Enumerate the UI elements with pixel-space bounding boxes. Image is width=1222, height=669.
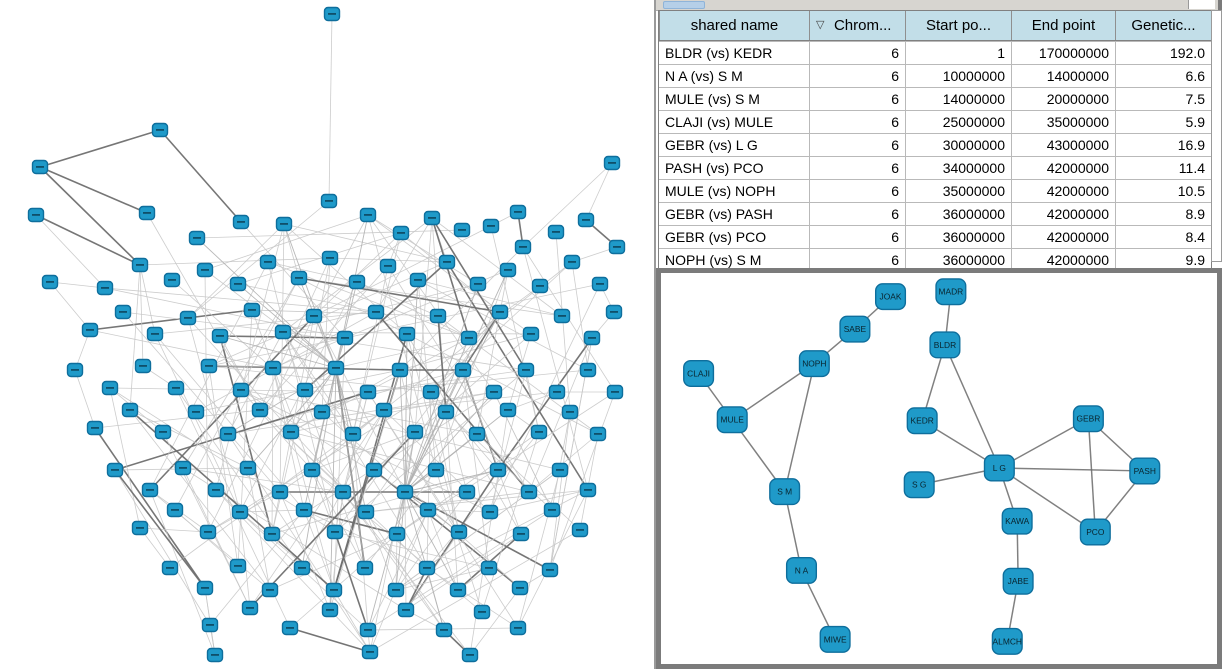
node-label: KEDR [910, 415, 934, 426]
node-label-smudge [443, 261, 451, 263]
node-label-smudge [613, 246, 621, 248]
network-edge [284, 224, 447, 262]
table-cell[interactable]: 34000000 [905, 157, 1011, 179]
table-row[interactable] [659, 41, 1211, 64]
node-label-smudge [465, 337, 473, 339]
node-label-smudge [535, 431, 543, 433]
table-cell[interactable]: 36000000 [905, 226, 1011, 248]
node-label-smudge [268, 533, 276, 535]
network-edge [299, 278, 562, 316]
table-cell[interactable]: GEBR (vs) PASH [665, 206, 773, 222]
node-label-smudge [326, 609, 334, 611]
network-edge [280, 224, 284, 492]
network-node-n-a[interactable] [787, 558, 817, 584]
node-label-smudge [212, 489, 220, 491]
node-label-smudge [434, 315, 442, 317]
node-label-smudge [490, 391, 498, 393]
node-label-smudge [101, 287, 109, 289]
table-cell[interactable]: 7.5 [1115, 88, 1211, 110]
table-cell[interactable]: 16.9 [1115, 134, 1211, 156]
table-cell[interactable]: 6 [809, 203, 905, 225]
node-label-smudge [361, 567, 369, 569]
node-label-smudge [126, 409, 134, 411]
node-label-smudge [172, 387, 180, 389]
table-cell[interactable]: GEBR (vs) PCO [665, 229, 767, 245]
node-label-smudge [287, 431, 295, 433]
table-cell[interactable]: 6.6 [1115, 65, 1211, 87]
node-label-smudge [552, 231, 560, 233]
network-edge [50, 282, 105, 288]
node-label-smudge [279, 331, 287, 333]
node-label-smudge [106, 387, 114, 389]
node-label-smudge [396, 369, 404, 371]
node-label-smudge [486, 511, 494, 513]
node-label-smudge [204, 531, 212, 533]
network-edge [95, 428, 205, 588]
node-label: JOAK [879, 291, 902, 302]
node-label-smudge [192, 411, 200, 413]
network-edge [418, 280, 436, 470]
node-label: S G [911, 479, 927, 490]
node-label-smudge [139, 365, 147, 367]
network-edge [490, 490, 588, 512]
node-label-smudge [362, 511, 370, 513]
node-label-smudge [432, 469, 440, 471]
node-label-smudge [594, 433, 602, 435]
node-label-smudge [553, 391, 561, 393]
node-label-smudge [527, 333, 535, 335]
node-label-smudge [459, 369, 467, 371]
node-label-smudge [582, 219, 590, 221]
node-label-smudge [244, 467, 252, 469]
node-label-smudge [328, 13, 336, 15]
node-label-smudge [193, 237, 201, 239]
node-label-smudge [264, 261, 272, 263]
node-label-smudge [364, 214, 372, 216]
table-cell[interactable]: 170000000 [1011, 42, 1115, 64]
node-label: SABE [843, 324, 867, 335]
scrollbar-end-cap [1218, 0, 1222, 10]
node-label-smudge [143, 212, 151, 214]
node-label: GEBR [1076, 413, 1101, 424]
node-label-smudge [519, 246, 527, 248]
node-label-smudge [286, 627, 294, 629]
table-cell[interactable]: 42000000 [1011, 249, 1115, 271]
node-label-smudge [206, 624, 214, 626]
node-label-smudge [236, 511, 244, 513]
table-cell[interactable]: 6 [809, 111, 905, 133]
table-cell[interactable]: 42000000 [1011, 180, 1115, 202]
node-label-smudge [427, 391, 435, 393]
network-node-miwe[interactable] [820, 627, 850, 653]
node-label: L G [992, 462, 1006, 473]
table-cell[interactable]: 10.5 [1115, 180, 1211, 202]
node-label: PASH [1133, 465, 1156, 476]
node-label-smudge [392, 589, 400, 591]
node-label-smudge [596, 283, 604, 285]
network-edge [336, 282, 357, 368]
node-label-smudge [516, 587, 524, 589]
node-label-smudge [584, 369, 592, 371]
node-label-smudge [454, 589, 462, 591]
node-label-smudge [364, 629, 372, 631]
table-cell[interactable]: 35000000 [1011, 111, 1115, 133]
scrollbar-track-gap [1188, 0, 1215, 9]
scrollbar-thumb[interactable] [663, 1, 705, 9]
node-label-smudge [349, 433, 357, 435]
network-edge [50, 282, 90, 330]
node-label-smudge [423, 567, 431, 569]
table-cell[interactable]: PASH (vs) PCO [665, 160, 764, 176]
node-label-smudge [525, 491, 533, 493]
edge-attribute-table[interactable] [658, 10, 1212, 272]
table-cell[interactable]: 6 [809, 226, 905, 248]
network-edge [272, 368, 273, 534]
network-node-joak[interactable] [876, 284, 906, 310]
table-cell[interactable]: 25000000 [905, 111, 1011, 133]
small-network-canvas[interactable] [661, 273, 1217, 664]
table-cell[interactable]: 43000000 [1011, 134, 1115, 156]
table-row[interactable] [659, 179, 1211, 202]
node-label-smudge [111, 469, 119, 471]
table-cell[interactable]: 20000000 [1011, 88, 1115, 110]
table-cell[interactable]: 8.9 [1115, 203, 1211, 225]
node-label-smudge [36, 166, 44, 168]
table-cell[interactable]: 36000000 [905, 249, 1011, 271]
network-node-sabe[interactable] [840, 316, 870, 342]
node-label: NOPH [802, 358, 827, 369]
column-header-end-point[interactable]: End point [1011, 11, 1115, 40]
network-edge [785, 364, 815, 492]
network-edge [150, 262, 268, 490]
node-label-smudge [546, 569, 554, 571]
node-label-smudge [428, 217, 436, 219]
table-cell[interactable]: MULE (vs) S M [665, 91, 760, 107]
table-vertical-scrollbar-track[interactable] [1211, 10, 1222, 262]
node-label-smudge [466, 654, 474, 656]
table-cell[interactable]: BLDR (vs) KEDR [665, 45, 773, 61]
node-label-smudge [440, 629, 448, 631]
node-label-smudge [504, 409, 512, 411]
node-label: MULE [720, 414, 744, 425]
network-edge [405, 492, 406, 610]
node-label-smudge [211, 654, 219, 656]
node-label-smudge [136, 264, 144, 266]
node-label-smudge [366, 651, 374, 653]
node-label-smudge [201, 269, 209, 271]
node-label-smudge [402, 609, 410, 611]
table-row[interactable] [659, 202, 1211, 225]
table-cell[interactable]: 10000000 [905, 65, 1011, 87]
node-label: S M [777, 486, 793, 497]
table-cell[interactable]: 30000000 [905, 134, 1011, 156]
network-edge [115, 470, 205, 588]
node-label-smudge [458, 229, 466, 231]
node-label-smudge [548, 509, 556, 511]
table-cell[interactable]: 1 [905, 42, 1011, 64]
node-label-smudge [269, 367, 277, 369]
node-label-smudge [393, 533, 401, 535]
table-header-row [659, 11, 1211, 41]
network-node-bldr[interactable] [930, 332, 960, 358]
table-cell[interactable]: N A (vs) S M [665, 68, 743, 84]
network-edge [523, 163, 612, 247]
network-edge [431, 392, 498, 470]
table-cell[interactable]: CLAJI (vs) MULE [665, 114, 774, 130]
node-label-smudge [608, 162, 616, 164]
network-edge [36, 215, 140, 265]
node-label-smudge [442, 411, 450, 413]
node-label-smudge [566, 411, 574, 413]
node-label-smudge [237, 221, 245, 223]
node-label: KAWA [1005, 516, 1030, 527]
table-cell[interactable]: 35000000 [905, 180, 1011, 202]
node-label-smudge [494, 469, 502, 471]
table-cell[interactable]: 6 [809, 157, 905, 179]
table-cell[interactable]: 5.9 [1115, 111, 1211, 133]
node-label-smudge [326, 257, 334, 259]
column-header-chrom---[interactable]: ▽ Chrom... [809, 11, 905, 40]
node-label-smudge [397, 232, 405, 234]
node-label: ALMCH [992, 636, 1022, 647]
node-label-smudge [487, 225, 495, 227]
node-label-smudge [119, 311, 127, 313]
node-label-smudge [353, 281, 361, 283]
network-edge [75, 370, 95, 428]
network-node-mule[interactable] [717, 407, 747, 433]
table-row[interactable] [659, 225, 1211, 248]
node-label-smudge [411, 431, 419, 433]
node-label: PCO [1086, 526, 1105, 537]
table-cell[interactable]: MULE (vs) NOPH [665, 183, 776, 199]
network-edge [329, 14, 332, 201]
network-node-almch[interactable] [992, 629, 1022, 655]
network-edge [140, 265, 143, 366]
network-edge [550, 392, 615, 570]
table-cell[interactable]: 42000000 [1011, 157, 1115, 179]
network-edge [123, 312, 280, 492]
network-edge [160, 130, 241, 222]
node-label: MADR [938, 286, 964, 297]
table-cell[interactable]: 42000000 [1011, 226, 1115, 248]
network-node-kawa[interactable] [1002, 508, 1032, 534]
node-label-smudge [308, 469, 316, 471]
node-label-smudge [517, 533, 525, 535]
table-cell[interactable]: 6 [809, 88, 905, 110]
node-label-smudge [584, 489, 592, 491]
node-label-smudge [384, 265, 392, 267]
table-cell[interactable]: 36000000 [905, 203, 1011, 225]
node-label-smudge [91, 427, 99, 429]
node-label-smudge [380, 409, 388, 411]
node-label-smudge [201, 587, 209, 589]
node-label-smudge [216, 335, 224, 337]
table-row[interactable] [659, 133, 1211, 156]
table-cell[interactable]: 192.0 [1115, 42, 1211, 64]
table-row[interactable] [659, 87, 1211, 110]
network-edge [40, 167, 147, 213]
network-node-claji[interactable] [684, 361, 714, 387]
table-row[interactable] [659, 64, 1211, 87]
node-label-smudge [280, 223, 288, 225]
node-label-smudge [474, 283, 482, 285]
table-cell[interactable]: 42000000 [1011, 203, 1115, 225]
node-label-smudge [166, 567, 174, 569]
node-label-smudge [339, 491, 347, 493]
node-label-smudge [301, 389, 309, 391]
network-edge [945, 345, 999, 468]
node-label-smudge [372, 311, 380, 313]
node-label-smudge [32, 214, 40, 216]
node-label-smudge [46, 281, 54, 283]
node-label-smudge [611, 391, 619, 393]
node-label-smudge [256, 409, 264, 411]
node-label-smudge [463, 491, 471, 493]
node-label-smudge [234, 565, 242, 567]
node-label-smudge [246, 607, 254, 609]
network-node-madr[interactable] [936, 279, 966, 305]
table-cell[interactable]: 6 [809, 65, 905, 87]
node-label-smudge [86, 329, 94, 331]
table-row[interactable] [659, 110, 1211, 133]
table-cell[interactable]: 11.4 [1115, 157, 1211, 179]
network-node-kedr[interactable] [907, 408, 937, 434]
node-label-smudge [330, 589, 338, 591]
table-cell[interactable]: GEBR (vs) L G [665, 137, 758, 153]
node-label-smudge [71, 369, 79, 371]
node-label-smudge [325, 200, 333, 202]
right-panel [654, 0, 1222, 669]
node-label: MIWE [823, 634, 847, 645]
node-label-smudge [522, 369, 530, 371]
network-edge [550, 412, 570, 570]
network-edge [999, 468, 1144, 471]
node-label-smudge [414, 279, 422, 281]
node-label-smudge [224, 433, 232, 435]
table-cell[interactable]: 6 [809, 180, 905, 202]
node-label-smudge [171, 509, 179, 511]
network-node-pco[interactable] [1080, 519, 1110, 545]
network-node-jabe[interactable] [1003, 568, 1033, 594]
filter-icon[interactable]: ▽ [816, 19, 825, 31]
node-label-smudge [295, 277, 303, 279]
node-label-smudge [514, 627, 522, 629]
node-label-smudge [473, 433, 481, 435]
node-label-smudge [424, 509, 432, 511]
node-label-smudge [318, 411, 326, 413]
node-label-smudge [401, 491, 409, 493]
network-edge [40, 167, 140, 265]
node-label-smudge [159, 431, 167, 433]
node-label-smudge [478, 611, 486, 613]
node-label-smudge [403, 333, 411, 335]
node-label-smudge [370, 469, 378, 471]
node-label-smudge [168, 279, 176, 281]
node-label-smudge [332, 367, 340, 369]
node-label-smudge [179, 467, 187, 469]
network-edge [115, 470, 210, 625]
node-label-smudge [455, 531, 463, 533]
node-label: CLAJI [687, 368, 711, 379]
table-cell[interactable]: 8.4 [1115, 226, 1211, 248]
node-label-smudge [276, 491, 284, 493]
node-label-smudge [205, 365, 213, 367]
node-label-smudge [331, 531, 339, 533]
node-label-smudge [248, 309, 256, 311]
table-cell[interactable]: NOPH (vs) S M [665, 252, 762, 268]
node-label-smudge [576, 529, 584, 531]
table-cell[interactable]: 6 [809, 249, 905, 271]
column-header-shared-name[interactable]: shared name [659, 11, 809, 40]
network-node-gebr[interactable] [1074, 406, 1104, 432]
node-label-smudge [485, 567, 493, 569]
node-label-smudge [341, 337, 349, 339]
table-cell[interactable]: 14000000 [905, 88, 1011, 110]
network-edge [438, 316, 446, 412]
table-cell[interactable]: 14000000 [1011, 65, 1115, 87]
table-cell[interactable]: 9.9 [1115, 249, 1211, 271]
edge-table-body [659, 41, 1211, 271]
network-node-s-g[interactable] [904, 472, 934, 498]
node-label-smudge [184, 317, 192, 319]
node-label-smudge [237, 389, 245, 391]
node-label-smudge [558, 315, 566, 317]
node-label-smudge [588, 337, 596, 339]
node-label-smudge [298, 567, 306, 569]
node-label: BLDR [933, 339, 957, 350]
node-label: N A [794, 565, 809, 576]
network-node-l-g[interactable] [985, 455, 1015, 481]
network-node-s-m[interactable] [770, 479, 800, 505]
network-node-pash[interactable] [1130, 458, 1160, 484]
column-header-genetic---[interactable]: Genetic... [1115, 11, 1211, 40]
node-label-smudge [504, 269, 512, 271]
node-label-smudge [234, 283, 242, 285]
network-edge [95, 410, 260, 428]
node-label-smudge [536, 285, 544, 287]
network-edge [1088, 419, 1095, 532]
node-label-smudge [514, 211, 522, 213]
node-label-smudge [496, 311, 504, 313]
node-label-smudge [136, 527, 144, 529]
network-edge [405, 312, 500, 492]
network-edge [428, 510, 490, 512]
node-label-smudge [556, 469, 564, 471]
node-label-smudge [266, 589, 274, 591]
node-label-smudge [146, 489, 154, 491]
network-edge [432, 218, 526, 370]
node-label-smudge [310, 315, 318, 317]
node-label-smudge [300, 509, 308, 511]
filtered-network-view[interactable] [656, 268, 1222, 669]
node-label-smudge [151, 333, 159, 335]
network-edge [586, 163, 612, 220]
table-cell[interactable]: 6 [809, 42, 905, 64]
column-header-start-po---[interactable]: Start po... [905, 11, 1011, 40]
node-label: JABE [1007, 576, 1029, 587]
network-edge [40, 130, 160, 167]
node-label-smudge [568, 261, 576, 263]
node-label-smudge [156, 129, 164, 131]
network-node-noph[interactable] [800, 351, 830, 377]
node-label-smudge [364, 391, 372, 393]
table-cell[interactable]: 6 [809, 134, 905, 156]
node-label-smudge [610, 311, 618, 313]
table-row[interactable] [659, 156, 1211, 179]
